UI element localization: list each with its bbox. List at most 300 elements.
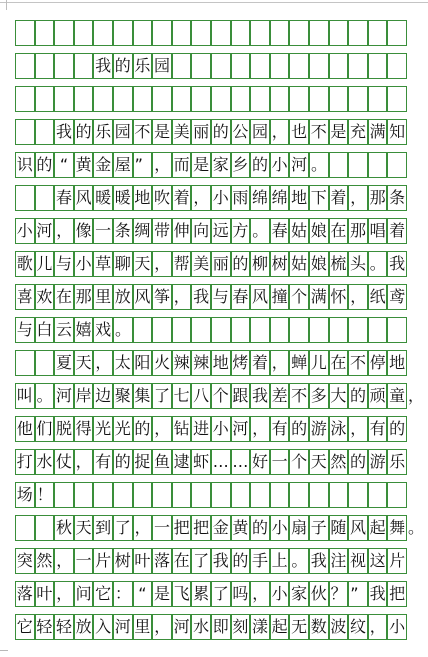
grid-cell: 不 (289, 383, 309, 409)
grid-cell (211, 20, 231, 46)
grid-cell (309, 20, 329, 46)
grid-cell (348, 317, 368, 343)
grid-cell (113, 482, 133, 508)
grid-cell: 儿 (35, 251, 55, 277)
grid-cell: 丽 (211, 251, 231, 277)
grid-cell: 秋 (54, 515, 74, 541)
grid-cell: 的 (35, 152, 55, 178)
grid-cell: 起 (368, 515, 388, 541)
grid-cell: 小 (387, 614, 407, 640)
grid-cell: 放 (113, 284, 133, 310)
grid-row (16, 218, 408, 244)
grid-cell: 我 (211, 548, 231, 574)
grid-cell: 乐 (387, 449, 407, 475)
grid-cell: 起 (270, 614, 290, 640)
grid-cell: 那 (368, 185, 388, 211)
grid-cell: 得 (74, 416, 94, 442)
grid-cell: 他 (15, 416, 35, 442)
grid-cell: 小 (74, 251, 94, 277)
grid-cell (211, 86, 231, 112)
grid-cell: 聚 (113, 383, 133, 409)
grid-cell (74, 20, 94, 46)
grid-cell: 伸 (172, 218, 192, 244)
grid-cell: ， (74, 449, 94, 475)
grid-cell (289, 20, 309, 46)
grid-cell: 春 (231, 284, 251, 310)
grid-cell: 满 (309, 284, 329, 310)
grid-cell (54, 20, 74, 46)
grid-cell (35, 185, 55, 211)
grid-cell: 水 (191, 614, 211, 640)
grid-row (16, 251, 408, 277)
grid-row (16, 284, 408, 310)
grid-cell: 树 (270, 251, 290, 277)
grid-cell: 有 (93, 449, 113, 475)
grid-cell (387, 317, 407, 343)
grid-cell: 虾 (191, 449, 211, 475)
grid-cell (289, 86, 309, 112)
grid-row (16, 152, 408, 178)
grid-cell: 有 (368, 416, 388, 442)
grid-cell: 向 (191, 218, 211, 244)
grid-cell (329, 482, 349, 508)
grid-cell: 风 (348, 515, 368, 541)
grid-cell: 喜 (15, 284, 35, 310)
grid-cell: 我 (368, 581, 388, 607)
grid-cell: 我 (309, 548, 329, 574)
grid-cell: 个 (211, 383, 231, 409)
grid-cell: 小 (270, 152, 290, 178)
grid-cell (270, 482, 290, 508)
grid-cell: 而 (172, 152, 192, 178)
grid-cell: 脱 (54, 416, 74, 442)
grid-cell: 暖 (113, 185, 133, 211)
grid-cell: 阳 (133, 350, 153, 376)
grid-cell: 风 (133, 284, 153, 310)
grid-cell: 暖 (93, 185, 113, 211)
grid-cell: 河 (54, 383, 74, 409)
grid-row (16, 416, 408, 442)
grid-cell: 辣 (191, 350, 211, 376)
grid-cell: 在 (329, 350, 349, 376)
grid-cell: 的 (113, 449, 133, 475)
grid-cell (250, 86, 270, 112)
grid-cell (191, 53, 211, 79)
grid-cell (387, 86, 407, 112)
grid-cell: 河 (289, 152, 309, 178)
page-bottom-margin-mark (0, 650, 8, 651)
grid-cell: ， (172, 284, 192, 310)
grid-cell (133, 20, 153, 46)
grid-cell: 也 (289, 119, 309, 145)
grid-cell (74, 53, 94, 79)
grid-cell: 了 (211, 581, 231, 607)
grid-cell: ， (348, 416, 368, 442)
grid-cell: 下 (309, 185, 329, 211)
grid-cell (348, 53, 368, 79)
grid-cell: 的 (113, 53, 133, 79)
grid-cell: 是 (152, 119, 172, 145)
grid-cell: 满 (368, 119, 388, 145)
grid-cell: 即 (211, 614, 231, 640)
grid-cell: 吗 (231, 581, 251, 607)
grid-cell: 飞 (172, 581, 192, 607)
grid-row (16, 515, 425, 541)
grid-cell (211, 53, 231, 79)
grid-cell: 波 (329, 614, 349, 640)
grid-cell: 的 (231, 251, 251, 277)
grid-cell (309, 317, 329, 343)
grid-cell: 着 (172, 185, 192, 211)
grid-cell (74, 482, 94, 508)
grid-cell: 撞 (270, 284, 290, 310)
grid-cell: 地 (289, 185, 309, 211)
grid-cell (35, 20, 55, 46)
grid-cell (191, 317, 211, 343)
grid-cell: 它 (15, 614, 35, 640)
grid-cell (211, 317, 231, 343)
grid-cell: 上 (270, 548, 290, 574)
grid-cell: 丽 (191, 119, 211, 145)
grid-cell: 乐 (93, 119, 113, 145)
grid-cell (172, 20, 192, 46)
grid-cell: 轻 (54, 614, 74, 640)
grid-cell: 舞 (387, 515, 407, 541)
grid-cell: 金 (211, 515, 231, 541)
grid-cell: 有 (270, 416, 290, 442)
grid-cell: 小 (270, 581, 290, 607)
grid-cell (250, 482, 270, 508)
grid-cell: 捉 (133, 449, 153, 475)
grid-cell: 进 (191, 416, 211, 442)
grid-cell (54, 482, 74, 508)
grid-cell: 我 (191, 284, 211, 310)
grid-cell: ， (152, 614, 172, 640)
grid-cell: ， (270, 119, 290, 145)
grid-cell: 数 (309, 614, 329, 640)
grid-cell: 差 (270, 383, 290, 409)
grid-cell: 识 (15, 152, 35, 178)
grid-cell: 树 (113, 548, 133, 574)
grid-cell: 。 (113, 317, 133, 343)
grid-cell: 一 (93, 218, 113, 244)
grid-cell: 的 (250, 152, 270, 178)
grid-cell (348, 86, 368, 112)
grid-cell: 绵 (250, 185, 270, 211)
grid-cell: 着 (387, 218, 407, 244)
grid-cell (15, 185, 35, 211)
grid-cell: … (211, 449, 231, 475)
grid-cell: 帮 (172, 251, 192, 277)
grid-cell: 顽 (368, 383, 388, 409)
grid-cell (74, 86, 94, 112)
grid-row (16, 548, 408, 574)
grid-cell: 地 (387, 350, 407, 376)
grid-cell: 入 (93, 614, 113, 640)
grid-cell: ， (250, 416, 270, 442)
grid-cell: 刻 (231, 614, 251, 640)
grid-cell: 绸 (133, 218, 153, 244)
grid-cell (231, 482, 251, 508)
grid-cell: 大 (329, 383, 349, 409)
grid-cell (289, 317, 309, 343)
grid-cell (348, 152, 368, 178)
grid-cell (15, 53, 35, 79)
grid-cell: 烤 (231, 350, 251, 376)
grid-cell (329, 86, 349, 112)
grid-cell (133, 86, 153, 112)
grid-cell: 它 (93, 581, 113, 607)
grid-cell: 多 (309, 383, 329, 409)
grid-cell: 知 (387, 119, 407, 145)
grid-cell: 的 (387, 416, 407, 442)
grid-cell (152, 482, 172, 508)
grid-cell (133, 482, 153, 508)
grid-cell: 怀 (329, 284, 349, 310)
page-left-margin-mark (6, 0, 7, 10)
grid-cell: 春 (54, 185, 74, 211)
grid-cell: 的 (250, 515, 270, 541)
grid-cell: 了 (113, 515, 133, 541)
grid-cell (270, 86, 290, 112)
grid-cell: 绵 (270, 185, 290, 211)
grid-cell (368, 20, 388, 46)
grid-cell: 一 (74, 548, 94, 574)
grid-cell: 不 (309, 119, 329, 145)
grid-cell: 小 (211, 185, 231, 211)
grid-cell: 我 (387, 251, 407, 277)
grid-cell: 那 (348, 218, 368, 244)
grid-cell: 娘 (309, 218, 329, 244)
grid-cell (329, 53, 349, 79)
grid-row (16, 350, 408, 376)
grid-cell: 美 (172, 119, 192, 145)
grid-cell: ： (113, 581, 133, 607)
grid-cell (387, 152, 407, 178)
grid-cell (15, 515, 35, 541)
grid-cell (172, 86, 192, 112)
grid-cell: 风 (250, 284, 270, 310)
grid-cell: 我 (54, 119, 74, 145)
grid-cell (270, 317, 290, 343)
grid-cell: 游 (309, 416, 329, 442)
grid-cell: 筝 (152, 284, 172, 310)
grid-cell (35, 350, 55, 376)
grid-cell (172, 53, 192, 79)
grid-cell: 七 (172, 383, 192, 409)
grid-row (16, 614, 408, 640)
grid-cell (368, 317, 388, 343)
grid-cell: 河 (231, 416, 251, 442)
grid-cell: 欢 (35, 284, 55, 310)
grid-cell (172, 482, 192, 508)
grid-cell: 与 (15, 317, 35, 343)
grid-cell: 家 (289, 581, 309, 607)
grid-cell: 水 (35, 449, 55, 475)
grid-cell: 叶 (133, 548, 153, 574)
grid-cell: 园 (250, 119, 270, 145)
grid-cell: 草 (93, 251, 113, 277)
grid-cell (35, 53, 55, 79)
grid-cell: 们 (35, 416, 55, 442)
grid-cell: 纹 (348, 614, 368, 640)
grid-cell (387, 482, 407, 508)
grid-cell: ， (348, 185, 368, 211)
grid-cell: 一 (152, 515, 172, 541)
grid-cell: 的 (211, 119, 231, 145)
grid-cell: 叫 (15, 383, 35, 409)
margin-punctuation: 。 (408, 518, 425, 537)
grid-cell: 光 (93, 416, 113, 442)
grid-cell: 片 (387, 548, 407, 574)
grid-cell: ！ (35, 482, 55, 508)
grid-cell: 纸 (368, 284, 388, 310)
grid-row (16, 185, 408, 211)
grid-cell: 家 (211, 152, 231, 178)
grid-cell: 金 (93, 152, 113, 178)
grid-cell: 河 (35, 218, 55, 244)
grid-cell (191, 86, 211, 112)
grid-cell: 无 (289, 614, 309, 640)
grid-cell: 然 (329, 449, 349, 475)
grid-cell: 春 (270, 218, 290, 244)
grid-cell: 天 (74, 350, 94, 376)
grid-cell: 。 (368, 251, 388, 277)
grid-cell: 着 (250, 350, 270, 376)
grid-cell (309, 53, 329, 79)
grid-cell: 把 (191, 515, 211, 541)
grid-cell (133, 317, 153, 343)
grid-cell: 儿 (309, 350, 329, 376)
grid-cell: 光 (113, 416, 133, 442)
grid-row (16, 383, 425, 409)
grid-cell: 是 (329, 119, 349, 145)
grid-cell: ， (152, 251, 172, 277)
grid-cell (348, 482, 368, 508)
grid-cell: 地 (211, 350, 231, 376)
grid-cell (231, 317, 251, 343)
grid-cell (231, 53, 251, 79)
grid-cell: 在 (54, 284, 74, 310)
grid-cell: 放 (74, 614, 94, 640)
grid-cell (387, 20, 407, 46)
grid-cell: 娘 (309, 251, 329, 277)
grid-cell: 太 (113, 350, 133, 376)
grid-row (16, 317, 408, 343)
grid-cell: 落 (152, 548, 172, 574)
grid-cell (54, 53, 74, 79)
grid-cell: 叶 (35, 581, 55, 607)
grid-cell: 远 (211, 218, 231, 244)
grid-cell (93, 482, 113, 508)
grid-cell (191, 482, 211, 508)
grid-cell: 仗 (54, 449, 74, 475)
grid-cell: 聊 (113, 251, 133, 277)
grid-cell: 伙 (309, 581, 329, 607)
grid-cell: 了 (152, 383, 172, 409)
grid-cell: ” (133, 152, 153, 178)
grid-cell (289, 53, 309, 79)
grid-cell: 戏 (93, 317, 113, 343)
grid-cell: 着 (329, 185, 349, 211)
grid-cell: 子 (309, 515, 329, 541)
grid-cell: 把 (172, 515, 192, 541)
grid-cell (289, 482, 309, 508)
grid-cell (250, 53, 270, 79)
grid-cell: 的 (289, 416, 309, 442)
grid-cell: 蝉 (289, 350, 309, 376)
grid-cell: 集 (133, 383, 153, 409)
margin-punctuation: ， (408, 386, 425, 405)
grid-cell: 雨 (231, 185, 251, 211)
grid-cell: 歌 (15, 251, 35, 277)
grid-cell: 好 (250, 449, 270, 475)
grid-cell: 把 (387, 581, 407, 607)
grid-cell (387, 53, 407, 79)
grid-cell: ， (368, 614, 388, 640)
grid-cell: 园 (152, 53, 172, 79)
grid-cell (231, 86, 251, 112)
grid-row (16, 53, 408, 79)
grid-cell: 。 (250, 218, 270, 244)
grid-cell: “ (133, 581, 153, 607)
grid-cell: 带 (152, 218, 172, 244)
grid-cell: 是 (191, 152, 211, 178)
grid-cell (191, 20, 211, 46)
grid-cell: 风 (74, 185, 94, 211)
grid-cell: … (231, 449, 251, 475)
grid-cell (348, 20, 368, 46)
page-top-border (0, 2, 428, 3)
grid-cell (152, 317, 172, 343)
grid-cell: ， (270, 350, 290, 376)
grid-cell: 。 (35, 383, 55, 409)
grid-cell: ， (93, 350, 113, 376)
grid-cell: ， (54, 548, 74, 574)
grid-cell: 打 (15, 449, 35, 475)
grid-cell: 屋 (113, 152, 133, 178)
grid-cell: 姑 (289, 251, 309, 277)
grid-cell: 我 (93, 53, 113, 79)
grid-cell (35, 119, 55, 145)
grid-cell (270, 20, 290, 46)
grid-cell: 辣 (172, 350, 192, 376)
grid-cell (93, 86, 113, 112)
grid-cell: 在 (172, 548, 192, 574)
grid-cell (368, 482, 388, 508)
grid-cell: 云 (54, 317, 74, 343)
grid-cell: 头 (348, 251, 368, 277)
grid-row (16, 20, 408, 46)
grid-cell (329, 20, 349, 46)
grid-cell: 天 (133, 251, 153, 277)
grid-cell: 充 (348, 119, 368, 145)
grid-cell: 天 (309, 449, 329, 475)
grid-cell: 。 (309, 152, 329, 178)
grid-cell: 这 (368, 548, 388, 574)
grid-cell: 突 (15, 548, 35, 574)
grid-cell: 跟 (231, 383, 251, 409)
grid-cell: 八 (191, 383, 211, 409)
grid-cell (231, 20, 251, 46)
grid-cell: 梳 (329, 251, 349, 277)
grid-cell: 钻 (172, 416, 192, 442)
grid-cell (15, 20, 35, 46)
grid-cell: 片 (93, 548, 113, 574)
grid-cell: 乡 (231, 152, 251, 178)
grid-cell: ， (152, 152, 172, 178)
grid-cell: 逮 (172, 449, 192, 475)
